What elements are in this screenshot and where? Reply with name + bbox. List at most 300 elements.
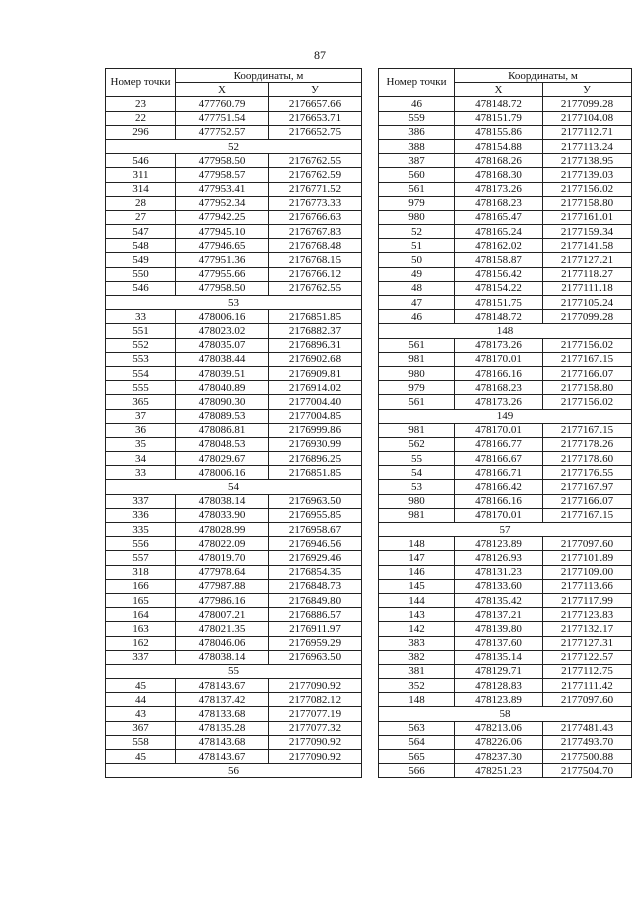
point-number-cell: 550 — [106, 267, 176, 281]
point-number-cell: 55 — [379, 452, 455, 466]
point-number-cell: 148 — [379, 537, 455, 551]
table-row — [106, 324, 362, 338]
y-coordinate-cell: 2177166.07 — [543, 366, 632, 380]
y-coordinate-cell: 2177123.83 — [543, 608, 632, 622]
point-number-cell: 43 — [106, 707, 176, 721]
point-number-cell: 981 — [379, 508, 455, 522]
coordinates-header: Координаты, м — [176, 69, 362, 83]
section-row — [106, 296, 362, 310]
y-coordinate-cell: 2177112.71 — [543, 125, 632, 139]
x-coordinate-cell: 478170.01 — [455, 508, 543, 522]
table-body-left — [106, 97, 362, 778]
x-coordinate-cell: 478165.47 — [455, 210, 543, 224]
point-number-cell: 162 — [106, 636, 176, 650]
point-number-cell: 979 — [379, 196, 455, 210]
x-coordinate-cell: 477958.57 — [176, 168, 269, 182]
point-number-header — [106, 69, 176, 97]
table-row — [106, 608, 362, 622]
x-coordinate-cell: 478038.14 — [176, 650, 269, 664]
coordinates-header: Координаты, м — [455, 69, 632, 83]
table-row — [106, 196, 362, 210]
y-coordinate-cell: 2176930.99 — [269, 437, 362, 451]
y-coordinate-cell: 2177090.92 — [269, 679, 362, 693]
table-row — [379, 764, 632, 778]
x-coordinate-cell: 478168.30 — [455, 168, 543, 182]
y-coordinate-cell: 2177122.57 — [543, 650, 632, 664]
point-number-cell: 387 — [379, 154, 455, 168]
y-coordinate-cell: 2176762.55 — [269, 154, 362, 168]
table-row — [106, 735, 362, 749]
section-row — [379, 707, 632, 721]
table-row — [106, 168, 362, 182]
table-row — [106, 267, 362, 281]
x-coordinate-cell: 478137.21 — [455, 608, 543, 622]
x-coordinate-cell: 478166.77 — [455, 437, 543, 451]
table-row — [106, 395, 362, 409]
point-number-cell: 47 — [379, 296, 455, 310]
point-number-cell: 163 — [106, 622, 176, 636]
y-coordinate-cell: 2177127.21 — [543, 253, 632, 267]
x-coordinate-cell: 478135.14 — [455, 650, 543, 664]
table-row — [106, 750, 362, 764]
x-coordinate-cell: 478129.71 — [455, 664, 543, 678]
x-coordinate-cell: 478126.93 — [455, 551, 543, 565]
table-row — [106, 693, 362, 707]
point-number-header-label: Номер точки — [386, 76, 447, 89]
y-coordinate-cell: 2177158.80 — [543, 196, 632, 210]
table-row — [106, 636, 362, 650]
point-number-cell: 44 — [106, 693, 176, 707]
y-coordinate-cell: 2176959.29 — [269, 636, 362, 650]
table-row — [379, 111, 632, 125]
x-coordinate-cell: 478135.42 — [455, 593, 543, 607]
table-row — [379, 154, 632, 168]
table-row — [106, 466, 362, 480]
table-row — [106, 721, 362, 735]
section-number-cell: 56 — [106, 764, 362, 778]
table-row — [379, 352, 632, 366]
table-row — [106, 551, 362, 565]
y-coordinate-cell: 2177082.12 — [269, 693, 362, 707]
y-coordinate-cell: 2177090.92 — [269, 750, 362, 764]
table-row — [106, 452, 362, 466]
point-number-cell: 562 — [379, 437, 455, 451]
point-number-cell: 318 — [106, 565, 176, 579]
x-coordinate-cell: 478089.53 — [176, 409, 269, 423]
point-number-cell: 979 — [379, 381, 455, 395]
table-row — [106, 423, 362, 437]
x-coordinate-cell: 478251.23 — [455, 764, 543, 778]
table-row — [379, 466, 632, 480]
table-row — [106, 579, 362, 593]
y-coordinate-cell: 2176882.37 — [269, 324, 362, 338]
point-number-cell: 143 — [379, 608, 455, 622]
x-coordinate-cell: 478038.44 — [176, 352, 269, 366]
y-coordinate-cell: 2177097.60 — [543, 693, 632, 707]
x-coordinate-cell: 478166.42 — [455, 480, 543, 494]
section-number-cell: 148 — [379, 324, 632, 338]
table-row — [379, 168, 632, 182]
point-number-cell: 22 — [106, 111, 176, 125]
x-coordinate-cell: 477987.88 — [176, 579, 269, 593]
x-header: X — [455, 83, 543, 97]
table-row — [106, 565, 362, 579]
y-coordinate-cell: 2177117.99 — [543, 593, 632, 607]
point-number-cell: 48 — [379, 281, 455, 295]
point-number-cell: 388 — [379, 139, 455, 153]
section-row — [106, 664, 362, 678]
x-coordinate-cell: 478168.23 — [455, 196, 543, 210]
point-number-cell: 559 — [379, 111, 455, 125]
x-coordinate-cell: 478040.89 — [176, 381, 269, 395]
table-row — [379, 579, 632, 593]
table-row — [379, 125, 632, 139]
x-coordinate-cell: 478039.51 — [176, 366, 269, 380]
table-row — [106, 182, 362, 196]
x-coordinate-cell: 478006.16 — [176, 310, 269, 324]
x-coordinate-cell: 478226.06 — [455, 735, 543, 749]
point-number-cell: 164 — [106, 608, 176, 622]
table-row — [379, 395, 632, 409]
table-row — [106, 381, 362, 395]
table-row — [379, 437, 632, 451]
point-number-cell: 45 — [106, 679, 176, 693]
y-coordinate-cell: 2177104.08 — [543, 111, 632, 125]
x-coordinate-cell: 478165.24 — [455, 225, 543, 239]
point-number-cell: 28 — [106, 196, 176, 210]
point-number-cell: 552 — [106, 338, 176, 352]
table-row — [379, 196, 632, 210]
x-coordinate-cell: 477945.10 — [176, 225, 269, 239]
point-number-header — [379, 69, 455, 97]
point-number-cell: 553 — [106, 352, 176, 366]
y-coordinate-cell: 2177077.19 — [269, 707, 362, 721]
section-number-cell: 55 — [106, 664, 362, 678]
y-coordinate-cell: 2176766.63 — [269, 210, 362, 224]
table-row — [106, 523, 362, 537]
point-number-cell: 142 — [379, 622, 455, 636]
x-coordinate-cell: 478168.26 — [455, 154, 543, 168]
y-coordinate-cell: 2176958.67 — [269, 523, 362, 537]
y-coordinate-cell: 2177166.07 — [543, 494, 632, 508]
table-row — [379, 338, 632, 352]
x-coordinate-cell: 478133.68 — [176, 707, 269, 721]
y-coordinate-cell: 2176896.31 — [269, 338, 362, 352]
x-coordinate-cell: 478137.60 — [455, 636, 543, 650]
y-coordinate-cell: 2177176.55 — [543, 466, 632, 480]
point-number-cell: 27 — [106, 210, 176, 224]
x-coordinate-cell: 477752.57 — [176, 125, 269, 139]
x-coordinate-cell: 478155.86 — [455, 125, 543, 139]
point-number-cell: 311 — [106, 168, 176, 182]
y-coordinate-cell: 2176768.15 — [269, 253, 362, 267]
table-row — [379, 679, 632, 693]
y-coordinate-cell: 2176653.71 — [269, 111, 362, 125]
x-coordinate-cell: 478170.01 — [455, 352, 543, 366]
x-coordinate-cell: 478148.72 — [455, 310, 543, 324]
table-row — [379, 366, 632, 380]
section-number-cell: 54 — [106, 480, 362, 494]
y-coordinate-cell: 2177500.88 — [543, 750, 632, 764]
point-number-cell: 37 — [106, 409, 176, 423]
x-coordinate-cell: 478086.81 — [176, 423, 269, 437]
table-row — [379, 735, 632, 749]
point-number-cell: 365 — [106, 395, 176, 409]
table-row — [379, 281, 632, 295]
y-coordinate-cell: 2177099.28 — [543, 310, 632, 324]
y-coordinate-cell: 2176657.66 — [269, 97, 362, 111]
section-row — [106, 480, 362, 494]
table-row — [106, 707, 362, 721]
point-number-cell: 33 — [106, 310, 176, 324]
point-number-cell: 35 — [106, 437, 176, 451]
x-coordinate-cell: 478166.16 — [455, 366, 543, 380]
table-row — [379, 750, 632, 764]
x-coordinate-cell: 478166.71 — [455, 466, 543, 480]
point-number-cell: 46 — [379, 310, 455, 324]
y-header: У — [543, 83, 632, 97]
x-coordinate-cell: 478135.28 — [176, 721, 269, 735]
point-number-header-label: Номер точки — [110, 76, 171, 89]
section-number-cell: 53 — [106, 296, 362, 310]
x-coordinate-cell: 478151.75 — [455, 296, 543, 310]
y-coordinate-cell: 2177118.27 — [543, 267, 632, 281]
point-number-cell: 980 — [379, 210, 455, 224]
point-number-cell: 547 — [106, 225, 176, 239]
x-coordinate-cell: 477946.65 — [176, 239, 269, 253]
x-coordinate-cell: 478007.21 — [176, 608, 269, 622]
section-row — [379, 324, 632, 338]
x-header: X — [176, 83, 269, 97]
table-row — [106, 537, 362, 551]
x-coordinate-cell: 477986.16 — [176, 593, 269, 607]
y-coordinate-cell: 2177493.70 — [543, 735, 632, 749]
table-row — [106, 281, 362, 295]
y-coordinate-cell: 2176767.83 — [269, 225, 362, 239]
x-coordinate-cell: 478128.83 — [455, 679, 543, 693]
table-row — [379, 381, 632, 395]
point-number-cell: 145 — [379, 579, 455, 593]
point-number-cell: 146 — [379, 565, 455, 579]
point-number-cell: 144 — [379, 593, 455, 607]
x-coordinate-cell: 478237.30 — [455, 750, 543, 764]
y-coordinate-cell: 2176762.55 — [269, 281, 362, 295]
y-coordinate-cell: 2176848.73 — [269, 579, 362, 593]
table-row — [106, 338, 362, 352]
x-coordinate-cell: 478154.88 — [455, 139, 543, 153]
point-number-cell: 383 — [379, 636, 455, 650]
table-row — [379, 508, 632, 522]
x-coordinate-cell: 478170.01 — [455, 423, 543, 437]
x-coordinate-cell: 478131.23 — [455, 565, 543, 579]
y-coordinate-cell: 2177167.15 — [543, 508, 632, 522]
section-number-cell: 58 — [379, 707, 632, 721]
y-coordinate-cell: 2177090.92 — [269, 735, 362, 749]
point-number-cell: 556 — [106, 537, 176, 551]
x-coordinate-cell: 477942.25 — [176, 210, 269, 224]
y-coordinate-cell: 2177167.15 — [543, 352, 632, 366]
table-row — [106, 593, 362, 607]
x-coordinate-cell: 478021.35 — [176, 622, 269, 636]
point-number-cell: 548 — [106, 239, 176, 253]
x-coordinate-cell: 478133.60 — [455, 579, 543, 593]
y-coordinate-cell: 2176929.46 — [269, 551, 362, 565]
point-number-cell: 367 — [106, 721, 176, 735]
y-coordinate-cell: 2176963.50 — [269, 494, 362, 508]
x-coordinate-cell: 478143.67 — [176, 750, 269, 764]
y-coordinate-cell: 2176762.59 — [269, 168, 362, 182]
section-number-cell: 149 — [379, 409, 632, 423]
point-number-cell: 165 — [106, 593, 176, 607]
point-number-cell: 546 — [106, 154, 176, 168]
section-number-cell: 52 — [106, 139, 362, 153]
y-coordinate-cell: 2176771.52 — [269, 182, 362, 196]
section-row — [106, 764, 362, 778]
x-coordinate-cell: 478139.80 — [455, 622, 543, 636]
table-row — [379, 664, 632, 678]
table-row — [379, 636, 632, 650]
x-coordinate-cell: 478019.70 — [176, 551, 269, 565]
table-row — [379, 310, 632, 324]
y-coordinate-cell: 2177113.66 — [543, 579, 632, 593]
table-row — [106, 409, 362, 423]
x-coordinate-cell: 478006.16 — [176, 466, 269, 480]
point-number-cell: 51 — [379, 239, 455, 253]
point-number-cell: 557 — [106, 551, 176, 565]
x-coordinate-cell: 478023.02 — [176, 324, 269, 338]
table-row — [379, 423, 632, 437]
table-row — [379, 650, 632, 664]
point-number-cell: 558 — [106, 735, 176, 749]
y-coordinate-cell: 2177099.28 — [543, 97, 632, 111]
y-coordinate-cell: 2177109.00 — [543, 565, 632, 579]
y-coordinate-cell: 2177111.18 — [543, 281, 632, 295]
x-coordinate-cell: 478033.90 — [176, 508, 269, 522]
x-coordinate-cell: 477953.41 — [176, 182, 269, 196]
x-coordinate-cell: 478162.02 — [455, 239, 543, 253]
table-row — [106, 253, 362, 267]
point-number-cell: 49 — [379, 267, 455, 281]
x-coordinate-cell: 478029.67 — [176, 452, 269, 466]
x-coordinate-cell: 478035.07 — [176, 338, 269, 352]
y-coordinate-cell: 2177004.40 — [269, 395, 362, 409]
table-row — [106, 310, 362, 324]
point-number-cell: 336 — [106, 508, 176, 522]
y-coordinate-cell: 2176766.12 — [269, 267, 362, 281]
table-row — [379, 537, 632, 551]
y-coordinate-cell: 2176911.97 — [269, 622, 362, 636]
coordinates-table-right — [378, 68, 632, 778]
point-number-cell: 381 — [379, 664, 455, 678]
point-number-cell: 148 — [379, 693, 455, 707]
y-coordinate-cell: 2177161.01 — [543, 210, 632, 224]
y-coordinate-cell: 2176886.57 — [269, 608, 362, 622]
point-number-cell: 296 — [106, 125, 176, 139]
y-coordinate-cell: 2176896.25 — [269, 452, 362, 466]
x-coordinate-cell: 478173.26 — [455, 182, 543, 196]
table-row — [379, 593, 632, 607]
table-row — [379, 693, 632, 707]
table-row — [106, 622, 362, 636]
section-row — [379, 523, 632, 537]
x-coordinate-cell: 478173.26 — [455, 338, 543, 352]
point-number-cell: 36 — [106, 423, 176, 437]
table-row — [106, 225, 362, 239]
x-coordinate-cell: 477958.50 — [176, 281, 269, 295]
table-row — [106, 494, 362, 508]
point-number-cell: 147 — [379, 551, 455, 565]
x-coordinate-cell: 478168.23 — [455, 381, 543, 395]
x-coordinate-cell: 478143.67 — [176, 679, 269, 693]
table-row — [379, 139, 632, 153]
x-coordinate-cell: 478046.06 — [176, 636, 269, 650]
table-row — [106, 679, 362, 693]
table-body-right — [379, 97, 632, 778]
x-coordinate-cell: 478090.30 — [176, 395, 269, 409]
y-coordinate-cell: 2177481.43 — [543, 721, 632, 735]
table-row — [106, 366, 362, 380]
point-number-cell: 980 — [379, 494, 455, 508]
y-coordinate-cell: 2177158.80 — [543, 381, 632, 395]
y-coordinate-cell: 2176914.02 — [269, 381, 362, 395]
y-coordinate-cell: 2176851.85 — [269, 466, 362, 480]
x-coordinate-cell: 478038.14 — [176, 494, 269, 508]
table-row — [379, 551, 632, 565]
point-number-cell: 554 — [106, 366, 176, 380]
point-number-cell: 563 — [379, 721, 455, 735]
y-coordinate-cell: 2177141.58 — [543, 239, 632, 253]
y-coordinate-cell: 2177156.02 — [543, 338, 632, 352]
point-number-cell: 337 — [106, 650, 176, 664]
point-number-cell: 549 — [106, 253, 176, 267]
point-number-cell: 382 — [379, 650, 455, 664]
point-number-cell: 53 — [379, 480, 455, 494]
y-coordinate-cell: 2177077.32 — [269, 721, 362, 735]
table-row — [379, 296, 632, 310]
y-coordinate-cell: 2177113.24 — [543, 139, 632, 153]
x-coordinate-cell: 478154.22 — [455, 281, 543, 295]
x-coordinate-cell: 478048.53 — [176, 437, 269, 451]
y-coordinate-cell: 2176854.35 — [269, 565, 362, 579]
coordinates-table-left — [105, 68, 362, 778]
y-coordinate-cell: 2177159.34 — [543, 225, 632, 239]
y-coordinate-cell: 2177178.26 — [543, 437, 632, 451]
y-coordinate-cell: 2176909.81 — [269, 366, 362, 380]
point-number-cell: 564 — [379, 735, 455, 749]
x-coordinate-cell: 477958.50 — [176, 154, 269, 168]
y-coordinate-cell: 2177105.24 — [543, 296, 632, 310]
point-number-cell: 561 — [379, 182, 455, 196]
table-row — [379, 239, 632, 253]
point-number-cell: 52 — [379, 225, 455, 239]
point-number-cell: 981 — [379, 352, 455, 366]
section-number-cell: 57 — [379, 523, 632, 537]
table-row — [379, 622, 632, 636]
point-number-cell: 555 — [106, 381, 176, 395]
x-coordinate-cell: 477760.79 — [176, 97, 269, 111]
x-coordinate-cell: 478137.42 — [176, 693, 269, 707]
point-number-cell: 546 — [106, 281, 176, 295]
table-row — [106, 125, 362, 139]
y-coordinate-cell: 2176946.56 — [269, 537, 362, 551]
y-coordinate-cell: 2177132.17 — [543, 622, 632, 636]
y-coordinate-cell: 2177167.97 — [543, 480, 632, 494]
point-number-cell: 23 — [106, 97, 176, 111]
y-coordinate-cell: 2177139.03 — [543, 168, 632, 182]
x-coordinate-cell: 478166.16 — [455, 494, 543, 508]
point-number-cell: 386 — [379, 125, 455, 139]
table-row — [106, 650, 362, 664]
